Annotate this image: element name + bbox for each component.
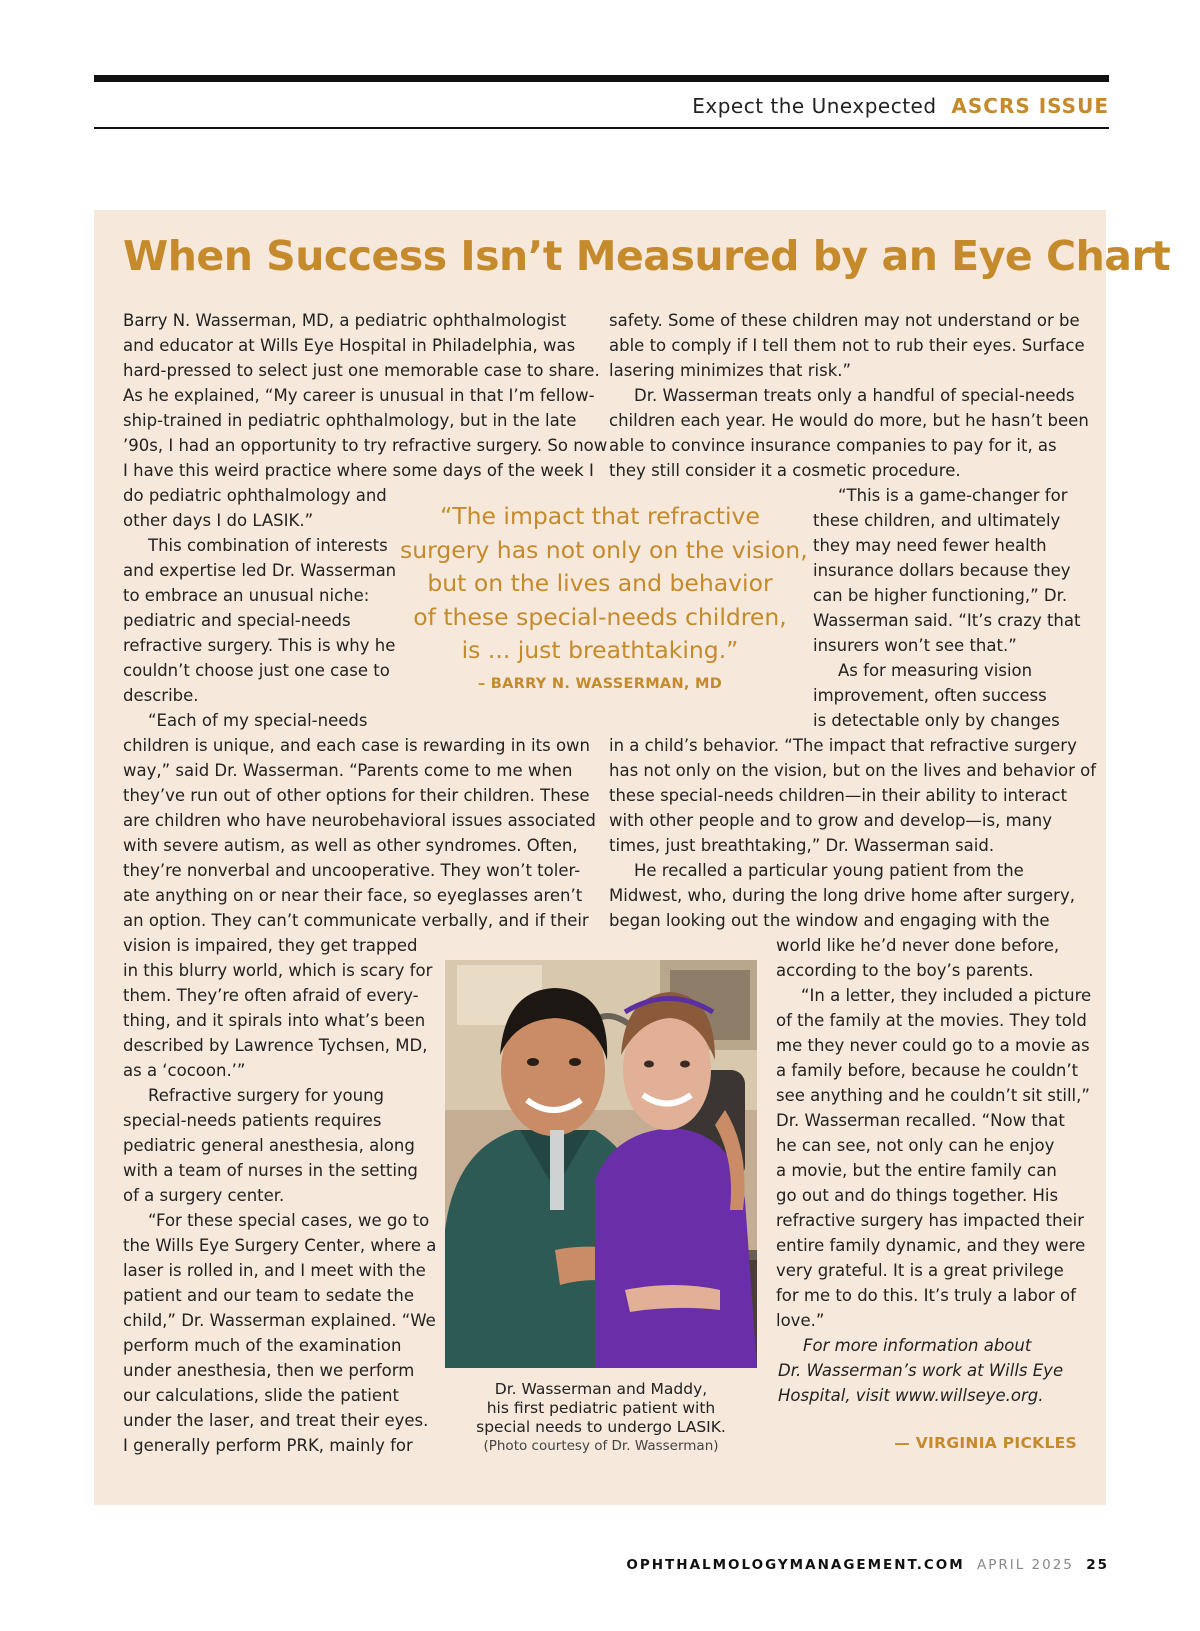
text-line: me they never could go to a movie as: [776, 1036, 1090, 1055]
pull-quote: [400, 500, 808, 668]
text-line: described by Lawrence Tychsen, MD,: [123, 1036, 428, 1055]
pull-quote-attribution: – BARRY N. WASSERMAN, MD: [477, 676, 723, 692]
header-rule-thick: [94, 75, 1109, 82]
text-line: I generally perform PRK, mainly for: [123, 1436, 413, 1455]
text-line: Dr. Wasserman treats only a handful of special-needs: [634, 386, 1075, 405]
pull-quote-line: of these special-needs children,: [413, 602, 787, 631]
text-line: under anesthesia, then we perform: [123, 1361, 415, 1380]
text-line: the Wills Eye Surgery Center, where a: [123, 1236, 437, 1255]
text-line: Wasserman said. “It’s crazy that: [813, 611, 1081, 630]
text-line: children is unique, and each case is rewarding in its own: [123, 736, 591, 755]
column-2-narrow: [813, 483, 1080, 733]
text-line: they’re nonverbal and uncooperative. They won’t toler-: [123, 861, 581, 880]
text-line: Refractive surgery for young: [148, 1086, 385, 1105]
column-2-bottom: [776, 933, 1091, 1333]
text-line: times, just breathtaking,” Dr. Wasserman said.: [609, 836, 995, 855]
text-line: began looking out the window and engaging with the: [609, 911, 1050, 930]
text-line: other days I do LASIK.”: [123, 511, 314, 530]
text-line: an option. They can’t communicate verbally, and if their: [123, 911, 589, 930]
text-line: pediatric general anesthesia, along: [123, 1136, 415, 1155]
text-line: they still consider it a cosmetic procedure.: [609, 461, 961, 480]
text-line: with severe autism, as well as other syndromes. Often,: [123, 836, 578, 855]
text-line: are children who have neurobehavioral issues associated: [123, 811, 596, 830]
text-line: For more information about: [803, 1336, 1032, 1355]
text-line: entire family dynamic, and they were: [776, 1236, 1086, 1255]
caption-line: special needs to undergo LASIK.: [476, 1418, 726, 1436]
text-line: them. They’re often afraid of every-: [123, 986, 419, 1005]
column-1-middle: [123, 733, 596, 933]
text-line: Dr. Wasserman recalled. “Now that: [776, 1111, 1065, 1130]
text-line: with other people and to grow and develop—is, many: [609, 811, 1053, 830]
text-line: thing, and it spirals into what’s been: [123, 1011, 426, 1030]
footer-date: APRIL 2025: [976, 1557, 1074, 1573]
running-header: [94, 94, 1109, 120]
text-line: do pediatric ophthalmology and: [123, 486, 387, 505]
text-line: ship-trained in pediatric ophthalmology, but in the late: [123, 411, 577, 430]
page-number: 25: [1086, 1557, 1109, 1573]
text-line: Dr. Wasserman’s work at Wills Eye: [778, 1361, 1064, 1380]
text-line: “This is a game-changer for: [838, 486, 1068, 505]
text-line: lasering minimizes that risk.”: [609, 361, 852, 380]
text-line: insurance dollars because they: [813, 561, 1071, 580]
text-line: As he explained, “My career is unusual in that I’m fellow-: [123, 386, 595, 405]
text-line: pediatric and special-needs: [123, 611, 351, 630]
text-line: according to the boy’s parents.: [776, 961, 1034, 980]
column-1-narrow: [123, 483, 396, 733]
text-line: patient and our team to sedate the: [123, 1286, 414, 1305]
text-line: describe.: [123, 686, 199, 705]
text-line: has not only on the vision, but on the lives and behavior of: [609, 761, 1097, 780]
text-line: insurers won’t see that.”: [813, 636, 1017, 655]
section-title: Expect the Unexpected: [692, 94, 937, 118]
column-1-bottom: [123, 933, 436, 1458]
text-line: a family before, because he couldn’t: [776, 1061, 1079, 1080]
author-byline: — VIRGINIA PICKLES: [894, 1434, 1077, 1452]
text-line: As for measuring vision: [838, 661, 1033, 680]
text-line: to embrace an unusual niche:: [123, 586, 370, 605]
issue-label: ASCRS ISSUE: [951, 94, 1109, 118]
text-line: Hospital, visit www.willseye.org.: [778, 1386, 1044, 1405]
article-title: When Success Isn’t Measured by an Eye Chart: [123, 232, 1171, 280]
text-line: vision is impaired, they get trapped: [123, 936, 418, 955]
text-line: very grateful. It is a great privilege: [776, 1261, 1064, 1280]
text-line: is detectable only by changes: [813, 711, 1060, 730]
pull-quote-line: surgery has not only on the vision,: [400, 535, 808, 564]
pull-quote-line: but on the lives and behavior: [427, 569, 773, 597]
footer-site: OPHTHALMOLOGYMANAGEMENT.COM: [626, 1557, 965, 1573]
text-line: able to convince insurance companies to pay for it, as: [609, 436, 1057, 455]
text-line: perform much of the examination: [123, 1336, 402, 1355]
text-line: improvement, often success: [813, 686, 1047, 705]
page-footer: [94, 1557, 1109, 1573]
pull-quote-line: “The impact that refractive: [440, 502, 760, 530]
text-line: our calculations, slide the patient: [123, 1386, 399, 1405]
text-line: “In a letter, they included a picture: [801, 986, 1092, 1005]
text-line: under the laser, and treat their eyes.: [123, 1411, 429, 1430]
text-line: in this blurry world, which is scary for: [123, 961, 433, 980]
text-line: and expertise led Dr. Wasserman: [123, 561, 397, 580]
column-1-top: [123, 308, 607, 483]
text-line: as a ‘cocoon.’”: [123, 1061, 246, 1080]
text-line: with a team of nurses in the setting: [123, 1161, 418, 1180]
text-line: and educator at Wills Eye Hospital in Philadelphia, was: [123, 336, 576, 355]
text-line: safety. Some of these children may not understand or be: [609, 311, 1080, 330]
text-line: they may need fewer health: [813, 536, 1047, 555]
text-line: refractive surgery has impacted their: [776, 1211, 1085, 1230]
text-line: go out and do things together. His: [776, 1186, 1059, 1205]
caption-line: his first pediatric patient with: [486, 1399, 716, 1417]
text-line: refractive surgery. This is why he: [123, 636, 396, 655]
column-2-middle: [609, 733, 1096, 933]
text-line: I have this weird practice where some days of the week I: [123, 461, 594, 480]
caption-line: Dr. Wasserman and Maddy,: [494, 1380, 708, 1398]
text-line: special-needs patients requires: [123, 1111, 382, 1130]
text-line: “For these special cases, we go to: [148, 1211, 430, 1230]
text-line: of the family at the movies. They told: [776, 1011, 1087, 1030]
text-line: can be higher functioning,” Dr.: [813, 586, 1068, 605]
text-line: see anything and he couldn’t sit still,”: [776, 1086, 1090, 1105]
text-line: “Each of my special-needs: [148, 711, 368, 730]
text-line: these special-needs children—in their ability to interact: [609, 786, 1068, 805]
text-line: able to comply if I tell them not to rub their eyes. Surface: [609, 336, 1085, 355]
header-rule-thin: [94, 127, 1109, 129]
text-line: hard-pressed to select just one memorable case to share.: [123, 361, 600, 380]
text-line: Midwest, who, during the long drive home after surgery,: [609, 886, 1075, 905]
text-line: of a surgery center.: [123, 1186, 285, 1205]
text-line: for me to do this. It’s truly a labor of: [776, 1286, 1076, 1305]
pull-quote-line: is ... just breathtaking.”: [461, 636, 739, 664]
text-line: they’ve run out of other options for their children. These: [123, 786, 590, 805]
text-line: laser is rolled in, and I meet with the: [123, 1261, 426, 1280]
text-line: couldn’t choose just one case to: [123, 661, 390, 680]
text-line: He recalled a particular young patient from the: [634, 861, 1024, 880]
text-line: love.”: [776, 1311, 825, 1330]
photo-caption: [445, 1380, 757, 1456]
text-line: he can see, not only can he enjoy: [776, 1136, 1055, 1155]
text-line: children each year. He would do more, but he hasn’t been: [609, 411, 1089, 430]
column-2-top: [609, 308, 1089, 483]
text-line: way,” said Dr. Wasserman. “Parents come to me when: [123, 761, 573, 780]
text-line: child,” Dr. Wasserman explained. “We: [123, 1311, 436, 1330]
text-line: Barry N. Wasserman, MD, a pediatric ophthalmologist: [123, 311, 567, 330]
text-line: these children, and ultimately: [813, 511, 1061, 530]
text-line: ate anything on or near their face, so eyeglasses aren’t: [123, 886, 583, 905]
more-info-note: [778, 1333, 1063, 1408]
text-line: ’90s, I had an opportunity to try refractive surgery. So now: [123, 436, 608, 455]
photo-credit: (Photo courtesy of Dr. Wasserman): [483, 1438, 719, 1454]
photo-wasserman-maddy: [445, 960, 757, 1368]
text-line: in a child’s behavior. “The impact that refractive surgery: [609, 736, 1077, 755]
text-line: a movie, but the entire family can: [776, 1161, 1057, 1180]
text-line: This combination of interests: [148, 536, 388, 555]
text-line: world like he’d never done before,: [776, 936, 1060, 955]
